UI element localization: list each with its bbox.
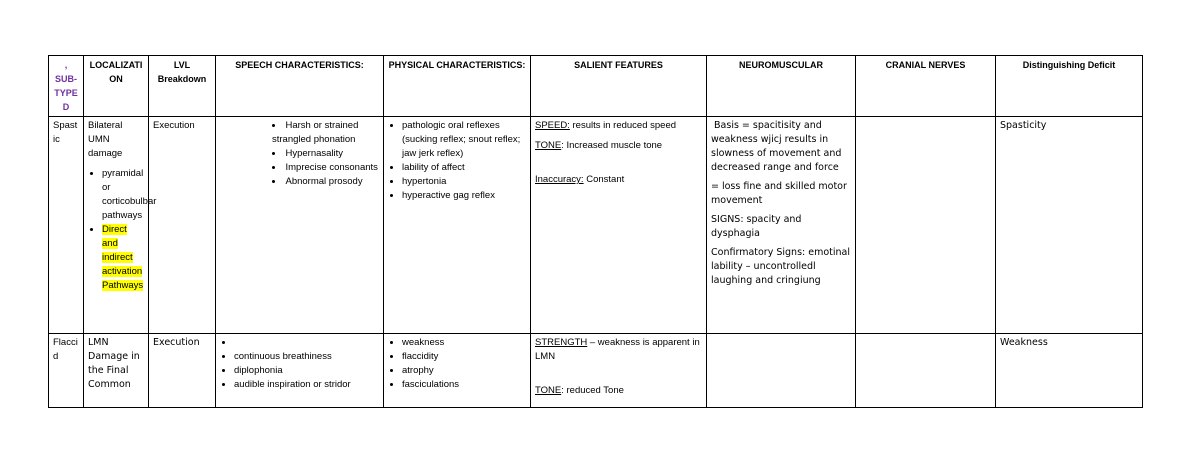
localization-cell: LMN Damage in the Final Common — [84, 334, 149, 408]
localization-cell — [84, 117, 157, 334]
table-row-spastic — [49, 117, 1143, 334]
list-item: • diplophonia — [234, 364, 379, 378]
physical-cell — [384, 334, 531, 408]
list-item: • Harsh or strained strangled phonation — [272, 119, 379, 147]
characteristics-table — [48, 55, 1143, 408]
list-item: • Imprecise consonants — [272, 161, 379, 175]
physical-cell — [384, 117, 531, 334]
highlighted-text: Direct and indirect activation Pathways — [102, 224, 144, 291]
list-item — [102, 223, 144, 293]
subtype-cell: Flaccid — [49, 334, 84, 408]
neuromuscular-confirmatory: Confirmatory Signs: emotinal lability – uncontrolledl laughing and cringiung — [711, 247, 850, 286]
list-item: • hypertonia — [402, 175, 526, 189]
list-item: • atrophy — [402, 364, 526, 378]
deficit-cell: Spasticity — [996, 117, 1143, 334]
neuromuscular-loss: = loss fine and skilled motor movement — [711, 181, 847, 206]
list-item: • fasciculations — [402, 378, 526, 392]
header-physical: PHYSICAL CHARACTERISTICS: — [384, 56, 531, 117]
salient-cell — [531, 117, 707, 334]
neuromuscular-basis: Basis = spacitisity and weakness wjicj results in slowness of movement and decreased range and force — [711, 120, 845, 173]
header-subtype — [49, 56, 84, 117]
salient-inaccuracy: Inaccuracy: Constant — [535, 174, 625, 185]
cranial-cell — [856, 334, 996, 408]
lvl-cell: Execution — [149, 334, 216, 408]
header-lvl: LVL Breakdown — [149, 56, 216, 117]
header-neuromuscular: NEUROMUSCULAR — [707, 56, 856, 117]
header-localization: LOCALIZATION — [84, 56, 149, 117]
list-item: • Hypernasality — [272, 147, 379, 161]
lvl-cell: Execution — [149, 117, 216, 334]
header-row — [49, 56, 1143, 117]
neuromuscular-cell — [707, 334, 856, 408]
speech-cell — [216, 117, 384, 334]
list-item: • audible inspiration or stridor — [234, 378, 379, 392]
localization-intro: Bilateral UMN damage — [88, 120, 123, 159]
salient-strength: STRENGTH – weakness is apparent in LMN — [535, 337, 700, 362]
header-subtype-comma: , — [64, 60, 68, 70]
header-cranial: CRANIAL NERVES — [856, 56, 996, 117]
deficit-cell: Weakness — [996, 334, 1143, 408]
salient-tone: TONE: reduced Tone — [535, 385, 624, 396]
list-item: • Abnormal prosody — [272, 175, 379, 189]
list-item: • continuous breathiness — [234, 350, 379, 364]
list-item: • pyramidal or corticobulbar pathways — [102, 167, 144, 223]
table-row-flaccid — [49, 334, 1143, 408]
list-item: • pathologic oral reflexes (sucking reflex; snout reflex; jaw jerk reflex) — [402, 119, 526, 161]
neuromuscular-signs: SIGNS: spacity and dysphagia — [711, 214, 802, 239]
list-item: • weakness — [402, 336, 526, 350]
cranial-cell — [856, 117, 996, 334]
header-salient: SALIENT FEATURES — [531, 56, 707, 117]
neuromuscular-cell — [707, 117, 856, 334]
speech-cell — [216, 334, 384, 408]
salient-speed: SPEED: results in reduced speed — [535, 120, 677, 131]
list-item: • flaccidity — [402, 350, 526, 364]
salient-cell — [531, 334, 707, 408]
subtype-cell: Spastic — [49, 117, 84, 334]
header-speech: SPEECH CHARACTERISTICS: — [216, 56, 384, 117]
list-item — [234, 336, 379, 350]
list-item: • lability of affect — [402, 161, 526, 175]
list-item: • hyperactive gag reflex — [402, 189, 526, 203]
header-deficit: Distinguishing Deficit — [996, 56, 1143, 117]
salient-tone: TONE: Increased muscle tone — [535, 140, 663, 151]
header-subtype-label: SUB-TYPE D — [54, 74, 78, 112]
